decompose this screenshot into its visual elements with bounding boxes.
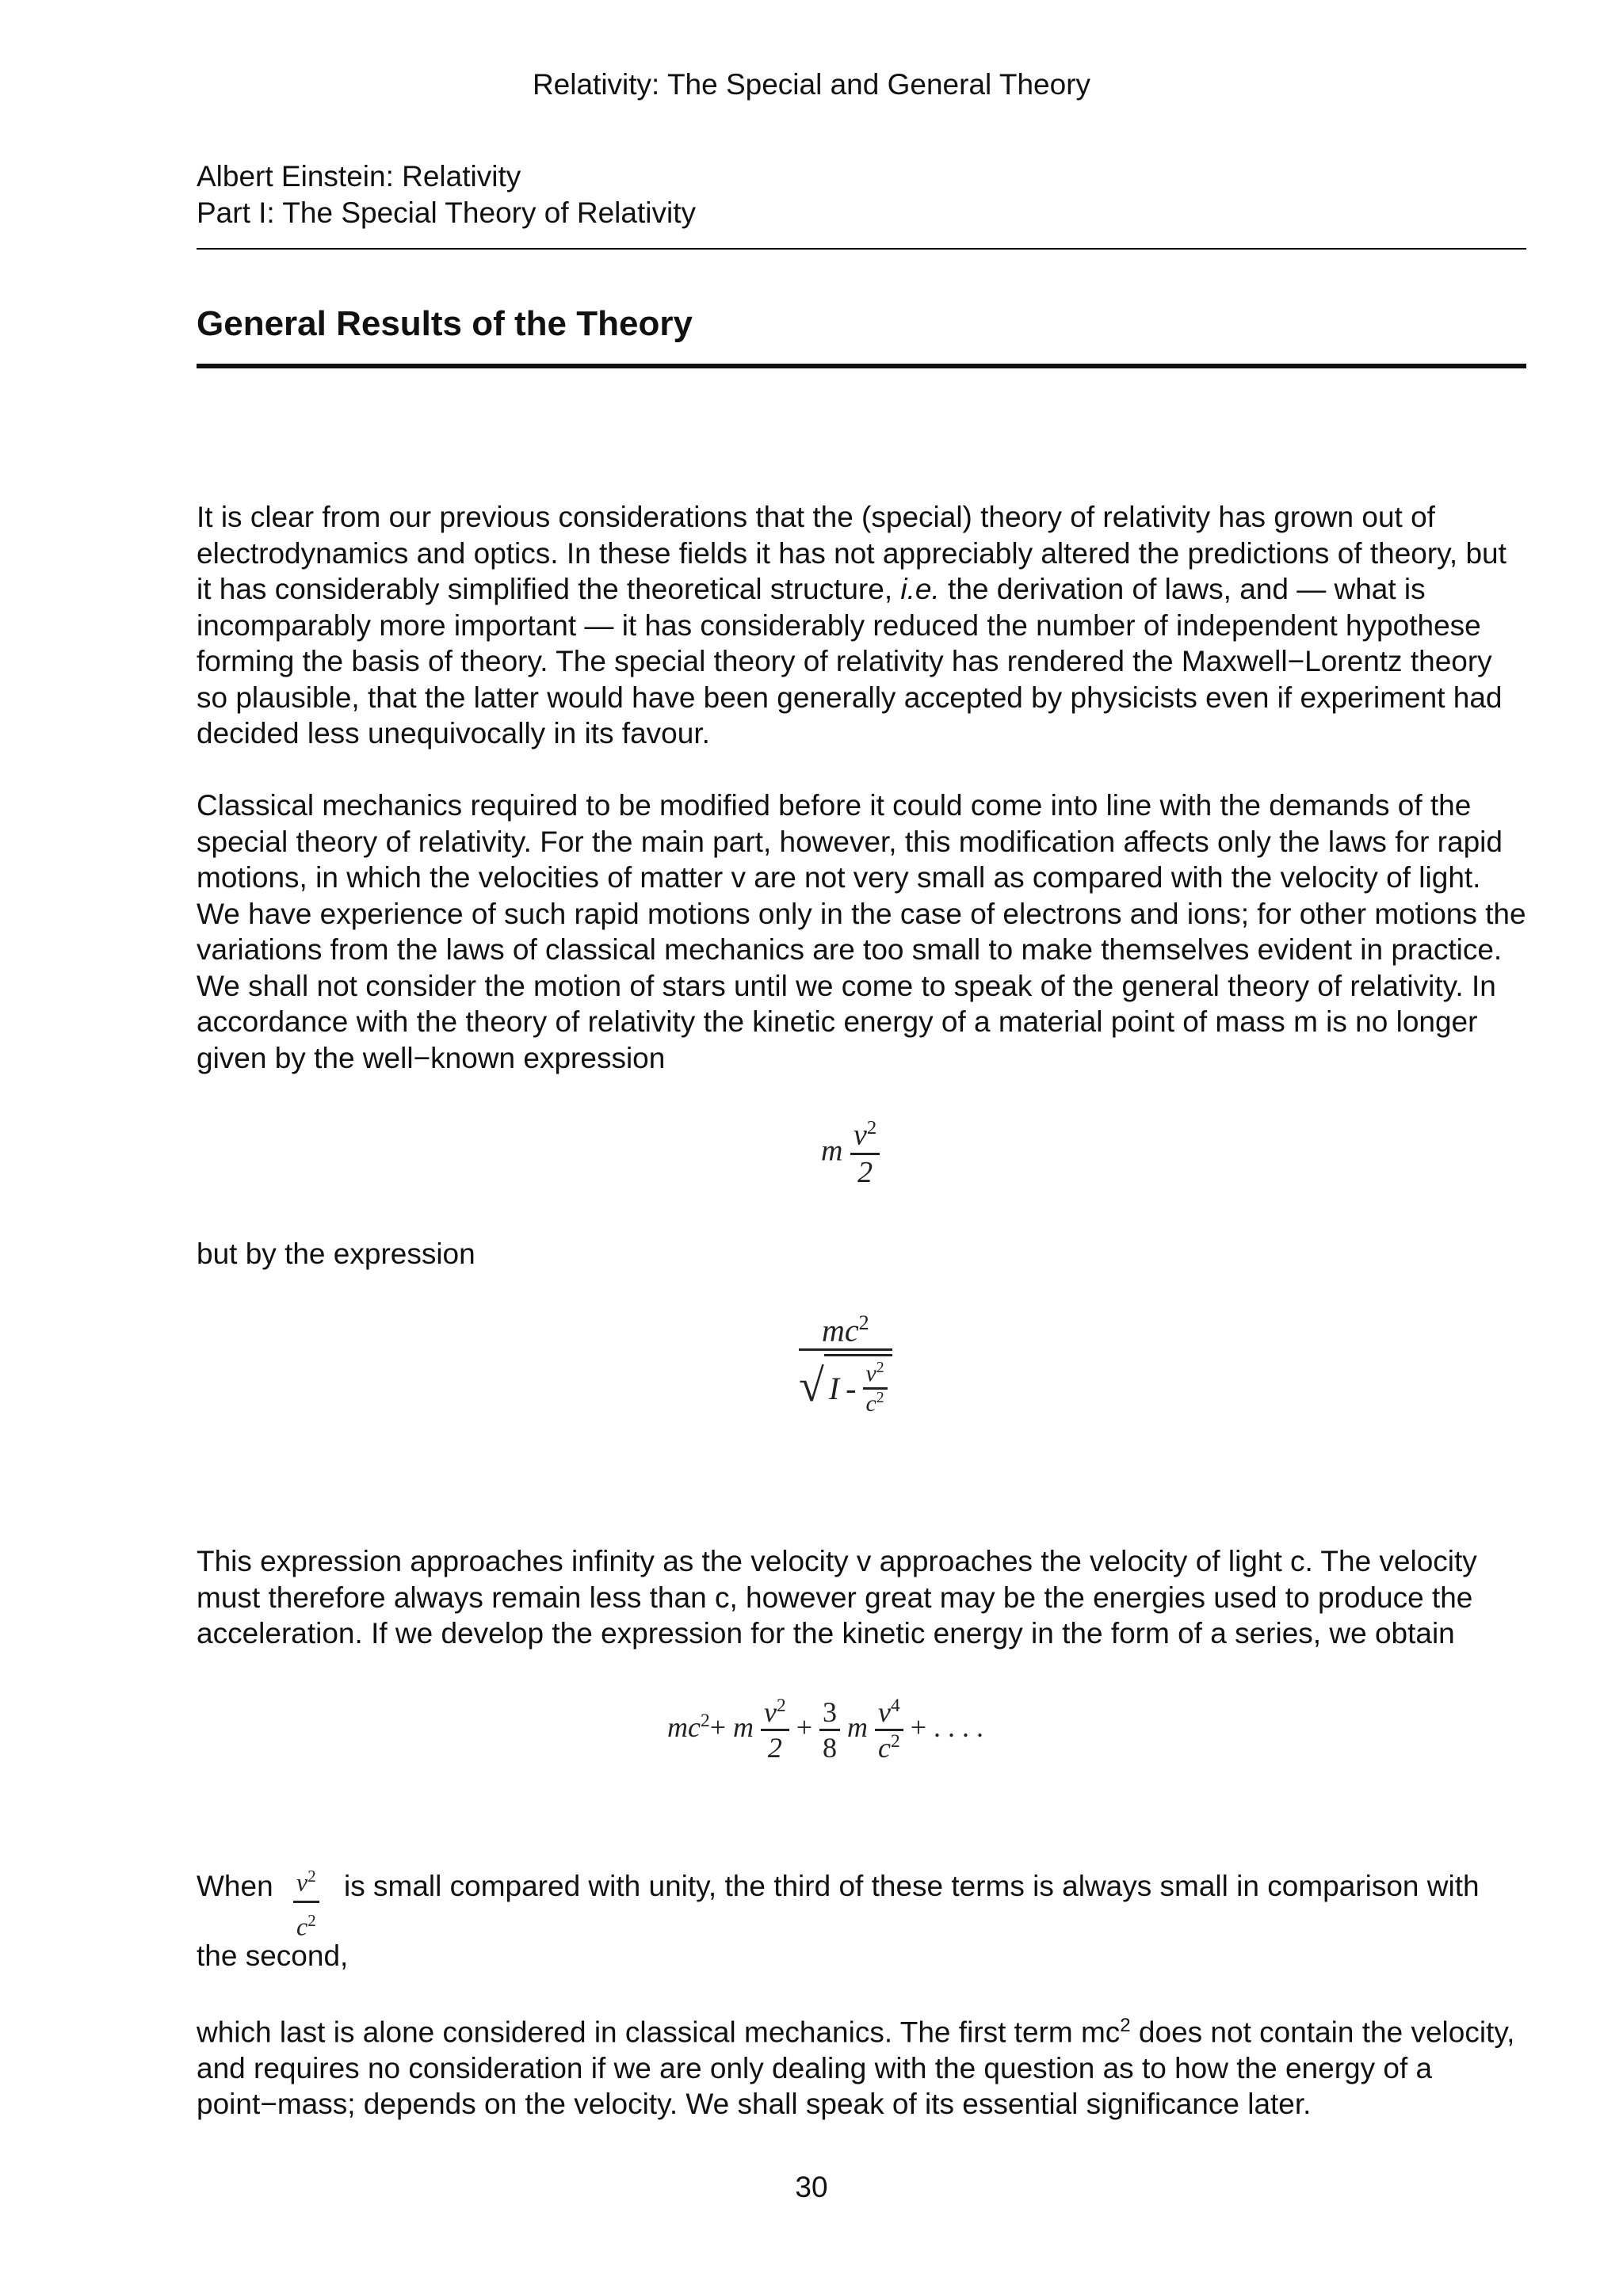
paragraph-5-line-1: When $\frac{v^2}{c^2}$ is small compared with unity, the third of these terms is always small in comparison with <box>197 1868 1528 1916</box>
paragraph-6: which last is alone considered in classical mechanics. The first term $mc^2$ does not contain the velocity, and requires no consideration if we are only dealing with the question as to how the energy of a point−mass; depends on the velocity. We shall speak of its essential significance later. <box>197 2015 1515 2121</box>
paragraph-4: This expression approaches infinity as the velocity v approaches the velocity of light c. The velocity must therefore always remain less than c, however great may be the energies used to produce the acceleration. If we develop the expression for the kinetic energy in the form of a series, we obtain <box>197 1545 1477 1650</box>
formula-numerator: $mc^2$ <box>821 1311 869 1348</box>
sqrt-radicand: I - $\frac{v^2}{c^2}$ <box>824 1354 892 1417</box>
part-line: Part I: The Special Theory of Relativity <box>197 196 696 229</box>
paragraph-3: but by the expression <box>197 1238 475 1270</box>
page-number: 30 <box>795 2171 828 2203</box>
section-title: General Results of the Theory <box>197 304 693 343</box>
paragraph-5-line-2: the second, <box>197 1939 349 1972</box>
title-divider <box>197 364 1526 368</box>
paragraph-1-text-a: It is clear from our previous considerations that the (special) theory of relativity has grown out of electrodynamics and optics. In these fields it has not appreciably altered the predictions of theory, but it has considerably simplified the theoretical structure, <box>197 501 1507 605</box>
paragraph-1 <box>197 499 1528 752</box>
formula-m: m <box>821 1134 843 1168</box>
formula-denominator <box>799 1348 892 1417</box>
formula-relativistic-kinetic-energy <box>799 1311 892 1417</box>
sqrt-sign: √ <box>799 1360 824 1412</box>
paragraph-2: Classical mechanics required to be modified before it could come into line with the demands of the special theory of relativity. For the main part, however, this modification affects only the laws for rapid motions, in which the velocities of matter v are not very small as compared with the velocity of light. We have experience of such rapid motions only in the case of electrons and ions; for other motions the variations from the laws of classical mechanics are too small to make themselves evident in practice. We shall not consider the motion of stars until we come to speak of the general theory of relativity. In accordance with the theory of relativity the kinetic energy of a material point of mass m is no longer given by the well−known expression <box>197 789 1526 1074</box>
running-header: Relativity: The Special and General Theory <box>532 68 1091 101</box>
document-meta <box>197 158 696 231</box>
inline-fraction-v2-c2: $\frac{v^2}{c^2}$ <box>293 1859 319 1945</box>
header-divider <box>197 248 1526 250</box>
ie-abbrev: i.e. <box>900 573 940 605</box>
formula-classical-kinetic-energy <box>821 1117 880 1190</box>
formula-fraction: $\frac{v^2}{2}$ <box>850 1117 880 1190</box>
author-line: Albert Einstein: Relativity <box>197 160 521 193</box>
paragraph-1-text-b: the derivation of laws, and — what is incomparably more important — it has considerably reduced the number of independent hypothese forming the basis of theory. The special theory of relativity has rendered the Maxwell−Lorentz theory so plausible, that the latter would have been generally accepted by physicists even if experiment had decided less unequivocally in its favour. <box>197 573 1503 749</box>
formula-series-expansion: $mc^2+ m$ $\frac{v^2}{2}$ + $\frac{3}{8}$ m $\frac{v^4}{c^2}$ + . . . . <box>667 1695 983 1764</box>
